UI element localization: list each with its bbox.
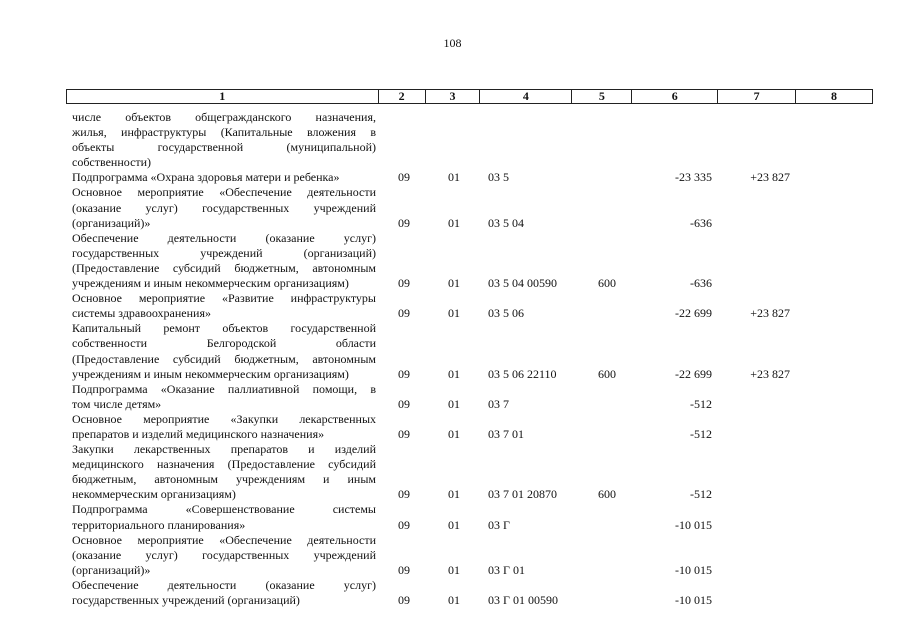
description-line: жилья, инфраструктуры (Капитальные вложения в [72,125,376,140]
target-article-code: 03 Г 01 00590 [488,593,558,608]
row-values [72,155,882,170]
description-line: государственных учреждений (организаций) [72,593,300,607]
header-col-5: 5 [571,90,631,103]
table-row [72,382,882,412]
section-code: 09 [398,562,410,577]
description-line: собственности) [72,155,152,170]
table-row [72,321,882,381]
target-article-code: 03 5 04 [488,215,524,230]
section-code: 09 [398,276,410,291]
section-code: 09 [398,517,410,532]
description-line: (Предоставление субсидий бюджетным, автономным [72,260,376,275]
subsection-code: 01 [448,427,460,442]
table-row [72,578,882,608]
table-row [72,170,882,185]
target-article-code: 03 5 06 [488,306,524,321]
header-col-8: 8 [795,90,872,103]
row-values [72,487,882,502]
row-values [72,593,882,608]
subsection-code: 01 [448,215,460,230]
description-line: собственности Белгородской области [72,336,376,351]
subsection-code: 01 [448,276,460,291]
description-line: Закупки лекарственных препаратов и изделий [72,442,376,457]
description-line: Обеспечение деятельности (оказание услуг) [72,577,376,592]
description-line: препаратов и изделий медицинского назначения» [72,426,325,441]
description-line: Подпрограмма «Оказание паллиативной помощи, в [72,381,376,396]
header-col-7: 7 [717,90,795,103]
section-code: 09 [398,593,410,608]
table-row [72,185,882,230]
description-line: (организаций)» [72,562,151,577]
amount-change: -10 015 [675,593,712,608]
section-code: 09 [398,487,410,502]
row-values [72,518,882,533]
expense-type-code: 600 [598,487,616,502]
description-line: Основное мероприятие «Закупки лекарственных [72,411,376,426]
page-number: 108 [443,36,462,50]
description-line: Подпрограмма «Охрана здоровья матери и ребенка» [72,170,340,185]
table-row [72,412,882,442]
description-line: бюджетным, автономным учреждениям и иным [72,472,376,487]
description-line: (оказание услуг) государственных учреждений [72,200,376,215]
header-col-4: 4 [479,90,571,103]
table-header [66,89,873,104]
row-values [72,367,882,382]
header-col-2: 2 [378,90,425,103]
amount-change: -512 [690,396,712,411]
section-code: 09 [398,306,410,321]
description-line: Основное мероприятие «Обеспечение деятельности [72,185,376,200]
budget-table-body [72,110,882,608]
description-line: учреждениям и иным некоммерческим организациям) [72,276,349,291]
amount-change-next: +23 827 [750,170,790,185]
description-line: (оказание услуг) государственных учреждений [72,547,376,562]
amount-change: -22 699 [675,306,712,321]
subsection-code: 01 [448,517,460,532]
amount-change: -10 015 [675,562,712,577]
row-values [72,427,882,442]
amount-change: -512 [690,487,712,502]
amount-change: -512 [690,427,712,442]
description-line: (организаций)» [72,215,151,230]
table-row [72,231,882,291]
section-code: 09 [398,427,410,442]
target-article-code: 03 7 01 20870 [488,487,557,502]
description-line: системы здравоохранения» [72,306,211,321]
subsection-code: 01 [448,396,460,411]
target-article-code: 03 5 [488,170,509,185]
description-line: некоммерческим организациям) [72,487,236,502]
subsection-code: 01 [448,366,460,381]
header-col-3: 3 [425,90,480,103]
row-values [72,306,882,321]
target-article-code: 03 5 04 00590 [488,276,557,291]
section-code: 09 [398,215,410,230]
expense-type-code: 600 [598,276,616,291]
row-values [72,563,882,578]
amount-change: -23 335 [675,170,712,185]
amount-change-next: +23 827 [750,306,790,321]
description-line: Подпрограмма «Совершенствование системы [72,502,376,517]
description-line: объекты государственной (муниципальной) [72,140,376,155]
description-line: Капитальный ремонт объектов государственной [72,321,376,336]
table-row [72,442,882,502]
section-code: 09 [398,396,410,411]
target-article-code: 03 Г 01 [488,562,525,577]
target-article-code: 03 7 01 [488,427,524,442]
table-row [72,110,882,170]
description-line: числе объектов общегражданского назначения, [72,110,376,124]
description-line: государственных учреждений (организаций) [72,245,376,260]
description-line: Основное мероприятие «Обеспечение деятельности [72,532,376,547]
table-row [72,533,882,578]
row-values [72,276,882,291]
table-row [72,291,882,321]
description-line: том числе детям» [72,396,162,411]
subsection-code: 01 [448,170,460,185]
section-code: 09 [398,366,410,381]
description-line: (Предоставление субсидий бюджетным, автономным [72,351,376,366]
target-article-code: 03 5 06 22110 [488,366,557,381]
amount-change: -10 015 [675,517,712,532]
description-line: Основное мероприятие «Развитие инфраструктуры [72,291,376,306]
amount-change: -636 [690,215,712,230]
subsection-code: 01 [448,562,460,577]
target-article-code: 03 7 [488,396,509,411]
header-col-6: 6 [631,90,717,103]
description-line: Обеспечение деятельности (оказание услуг) [72,230,376,245]
target-article-code: 03 Г [488,517,510,532]
subsection-code: 01 [448,487,460,502]
subsection-code: 01 [448,593,460,608]
table-row [72,502,882,532]
amount-change: -636 [690,276,712,291]
header-col-1: 1 [219,89,226,103]
description-line: учреждениям и иным некоммерческим организациям) [72,366,349,381]
expense-type-code: 600 [598,366,616,381]
section-code: 09 [398,170,410,185]
row-values [72,216,882,231]
row-values [72,397,882,412]
amount-change-next: +23 827 [750,366,790,381]
subsection-code: 01 [448,306,460,321]
row-values [72,170,882,185]
amount-change: -22 699 [675,366,712,381]
description-line: медицинского назначения (Предоставление субсидий [72,457,376,472]
description-line: территориального планирования» [72,517,246,532]
